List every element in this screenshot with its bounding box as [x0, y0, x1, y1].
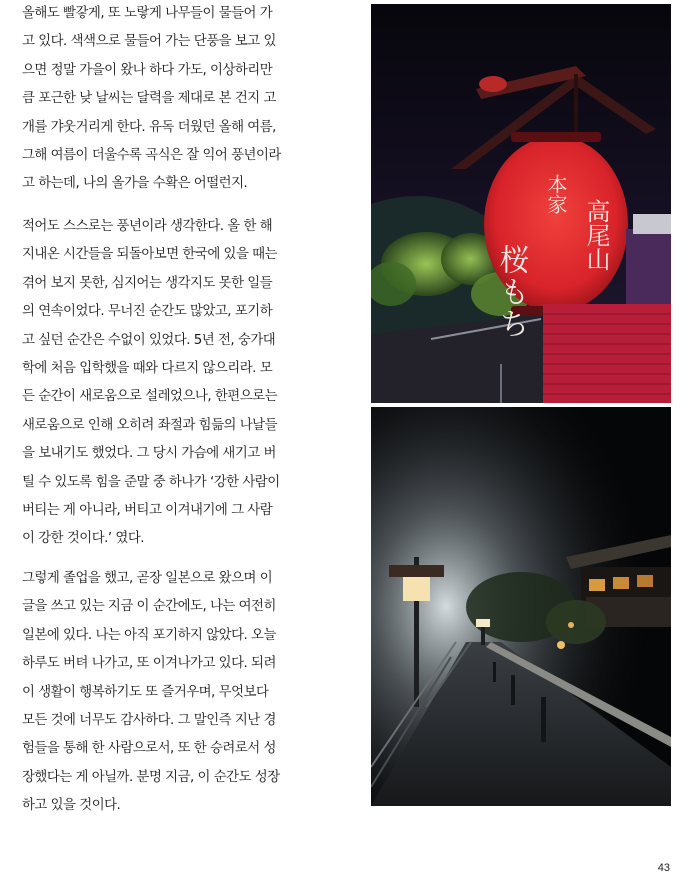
text-line: 틸 수 있도록 힘을 준말 중 하나가 ‘강한 사람이	[22, 474, 280, 490]
photo-lantern-night	[371, 4, 671, 403]
text-line: 그해 여름이 더울수록 곡식은 잘 익어 풍년이라	[22, 147, 281, 163]
paragraph-3	[22, 565, 342, 821]
text-line: 지내온 시간들을 되돌아보면 한국에 있을 때는	[22, 247, 278, 263]
lantern-text-right: 高尾山	[582, 199, 610, 271]
text-line: 새로움으로 인해 오히려 좌절과 힘듦의 나날들	[22, 417, 278, 433]
text-line: 든 순간이 새로움으로 설레었으나, 한편으로는	[22, 389, 278, 405]
text-line: 험들을 통해 한 사람으로서, 또 한 승려로서 성	[22, 741, 276, 757]
lantern-text-left: 桜もち	[493, 244, 529, 340]
text-line: 고 싶던 순간은 수없이 있었다. 5년 전, 숭가대	[22, 332, 276, 348]
text-line: 개를 갸웃거리게 한다. 유독 더웠던 올해 여름,	[22, 119, 276, 135]
text-line: 버티는 게 아니라, 버티고 이겨내기에 그 사람	[22, 502, 273, 518]
text-line: 적어도 스스로는 풍년이라 생각한다. 올 한 해	[22, 219, 273, 234]
text-line: 큼 포근한 낮 날씨는 달력을 제대로 본 건지 고	[22, 91, 276, 107]
text-line: 겪어 보지 못한, 심지어는 생각지도 못한 일들	[22, 275, 273, 291]
text-line: 올해도 빨갛게, 또 노랗게 나무들이 물들어 가	[22, 6, 273, 21]
page-number: 43	[657, 862, 670, 874]
text-line: 을 보내기도 했었다. 그 당시 가슴에 새기고 버	[22, 446, 276, 462]
text-line: 장했다는 게 아닐까. 분명 지금, 이 순간도 성장	[22, 769, 280, 785]
lantern-text-center: 本家	[544, 174, 568, 214]
text-line: 모든 것에 너무도 감사하다. 그 말인즉 지난 경	[22, 712, 276, 728]
text-line: 학에 처음 입학했을 때와 다르지 않으리라. 모	[22, 360, 273, 376]
text-line: 고 있다. 색색으로 물들어 가는 단풍을 보고 있	[22, 34, 276, 50]
paragraph-1	[22, 0, 342, 199]
text-line: 으면 정말 가을이 왔나 하다 가도, 이상하리만	[22, 62, 273, 78]
text-line: 고 하는데, 나의 올가을 수확은 어떨런지.	[22, 176, 248, 192]
text-line: 의 연속이었다. 무너진 순간도 많았고, 포기하	[22, 304, 273, 320]
text-line: 그렇게 졸업을 했고, 곧장 일본으로 왔으며 이	[22, 571, 273, 586]
photo-night-street	[371, 407, 671, 806]
text-line: 일본에 있다. 나는 아직 포기하지 않았다. 오늘	[22, 627, 276, 643]
text-line: 이 강한 것이다.’ 였다.	[22, 531, 145, 547]
text-line: 하루도 버텨 나가고, 또 이겨나가고 있다. 되려	[22, 656, 276, 672]
text-line: 글을 쓰고 있는 지금 이 순간에도, 나는 여전히	[22, 599, 276, 615]
paragraph-2	[22, 213, 342, 554]
text-line: 이 생활이 행복하기도 또 즐거우며, 무엇보다	[22, 684, 269, 700]
text-line: 하고 있을 것이다.	[22, 798, 121, 814]
